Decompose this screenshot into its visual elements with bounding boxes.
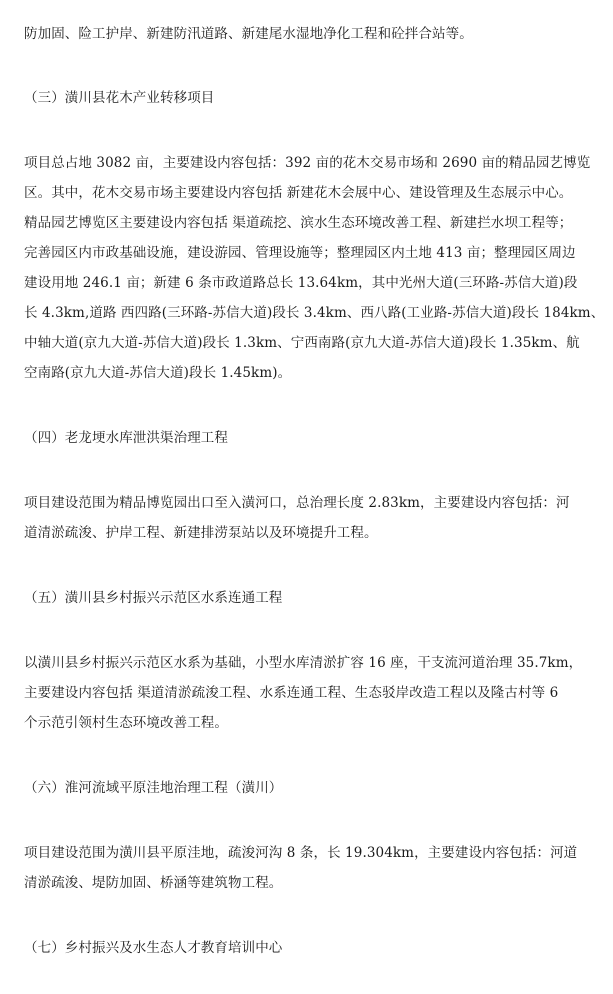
paragraph-line: 空南路(京九大道-苏信大道)段长 1.45km)。 (24, 365, 292, 381)
paragraph-line: 中轴大道(京九大道-苏信大道)段长 1.3km、宁西南路(京九大道-苏信大道)段长 1.35km、航 (24, 335, 580, 351)
section-heading: （七）乡村振兴及水生态人才教育培训中心 (24, 940, 283, 956)
paragraph-line: 项目总占地 3082 亩，主要建设内容包括：392 亩的花木交易市场和 2690 亩的精品园艺博览 (24, 155, 591, 171)
paragraph-line: 个示范引领村生态环境改善工程。 (24, 715, 228, 731)
section-heading: （三）潢川县花木产业转移项目 (24, 90, 215, 106)
paragraph-line: 建设用地 246.1 亩；新建 6 条市政道路总长 13.64km，其中光州大道(三环路-苏信大道)段 (24, 275, 578, 291)
paragraph-line: 区。其中，花木交易市场主要建设内容包括 新建花木会展中心、建设管理及生态展示中心。 (24, 185, 573, 201)
paragraph-line: 清淤疏浚、堤防加固、桥涵等建筑物工程。 (24, 875, 283, 891)
paragraph-line: 长 4.3km,道路 西四路(三环路-苏信大道)段长 3.4km、西八路(工业路-苏信大道)段长 184km、 (24, 305, 605, 321)
paragraph-line: 项目建设范围为潢川县平原洼地，疏浚河沟 8 条，长 19.304km，主要建设内容包括：河道 (24, 845, 578, 861)
paragraph-line: 以潢川县乡村振兴示范区水系为基础，小型水库清淤扩容 16 座，干支流河道治理 35.7km， (24, 655, 583, 671)
section-heading: （四）老龙埂水库泄洪渠治理工程 (24, 430, 228, 446)
section-heading: （五）潢川县乡村振兴示范区水系连通工程 (24, 590, 283, 606)
section-heading: （六）淮河流域平原洼地治理工程（潢川） (24, 780, 283, 796)
paragraph-line: 项目建设范围为精品博览园出口至入潢河口，总治理长度 2.83km，主要建设内容包括：河 (24, 495, 570, 511)
paragraph-line: 主要建设内容包括 渠道清淤疏浚工程、水系连通工程、生态驳岸改造工程以及隆古村等 6 (24, 685, 559, 701)
paragraph-line: 精品园艺博览区主要建设内容包括 渠道疏挖、滨水生态环境改善工程、新建拦水坝工程等； (24, 215, 573, 231)
paragraph-line: 道清淤疏浚、护岸工程、新建排涝泵站以及环境提升工程。 (24, 525, 378, 541)
paragraph-line: 防加固、险工护岸、新建防汛道路、新建尾水湿地净化工程和砼拌合站等。 (24, 26, 473, 42)
paragraph-line: 完善园区内市政基础设施，建设游园、管理设施等；整理园区内土地 413 亩；整理园区周边 (24, 245, 576, 261)
